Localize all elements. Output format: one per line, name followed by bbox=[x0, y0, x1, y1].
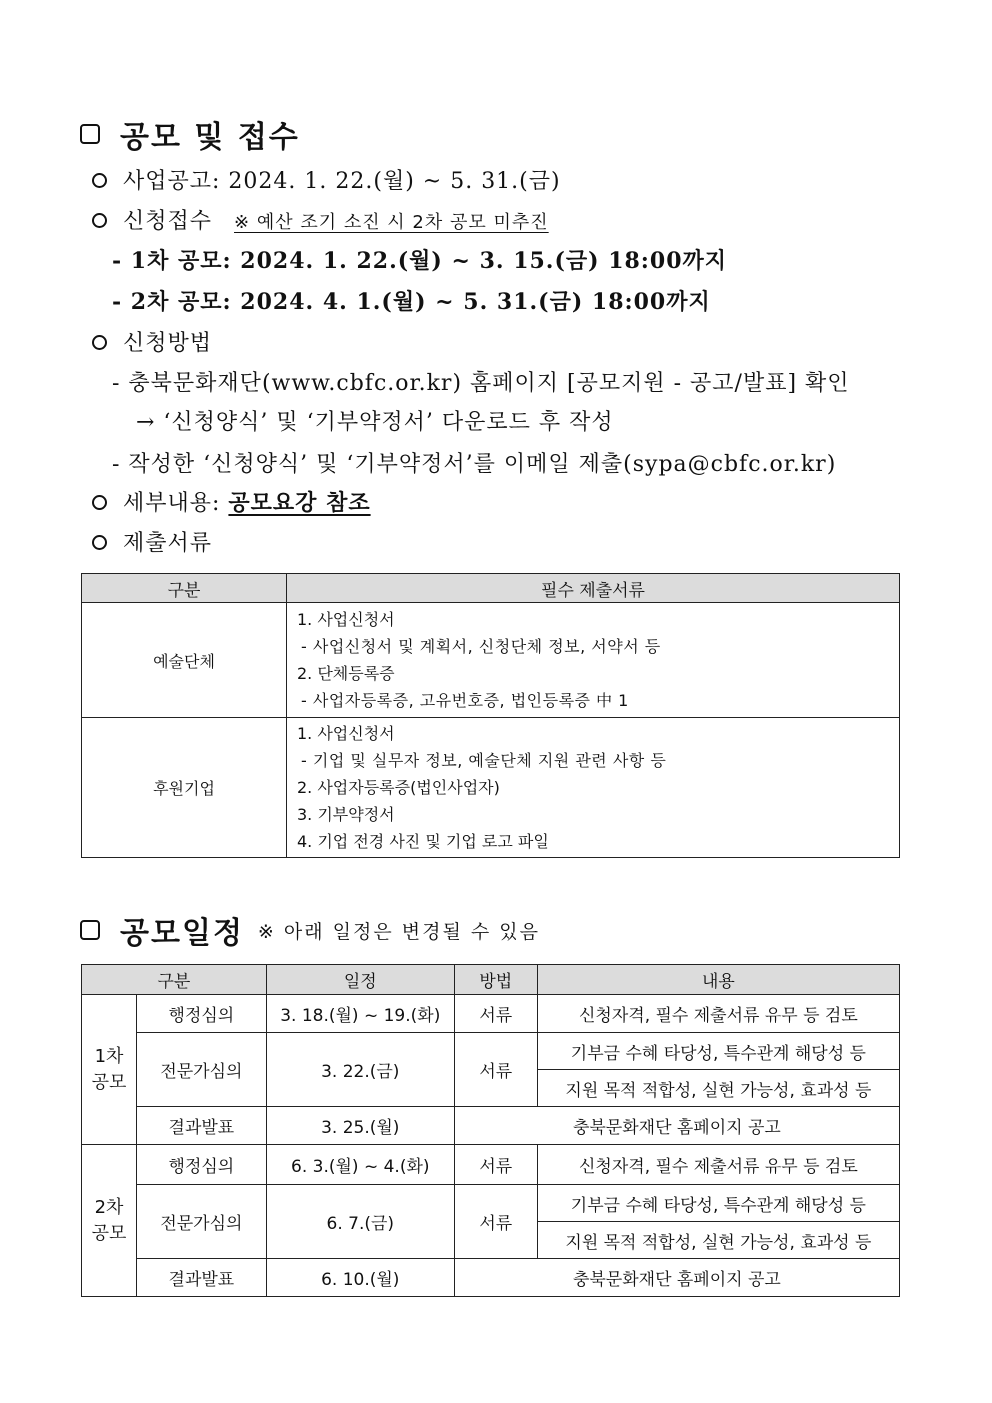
step: 결과발표 bbox=[137, 1107, 267, 1145]
section1-heading bbox=[80, 112, 300, 156]
section2-heading bbox=[80, 908, 540, 952]
date: 6. 3.(월) ~ 4.(화) bbox=[266, 1145, 454, 1185]
docs-table-header-row bbox=[82, 574, 900, 603]
method-line-1: - 충북문화재단(www.cbfc.or.kr) 홈페이지 [공모지원 - 공고/발표] 확인 bbox=[112, 371, 850, 396]
detail-value: 공모요강 참조 bbox=[228, 490, 371, 516]
method: 서류 bbox=[454, 1033, 537, 1107]
docs-category: 후원기업 bbox=[82, 718, 287, 858]
step: 전문가심의 bbox=[137, 1033, 267, 1107]
date: 6. 10.(월) bbox=[266, 1259, 454, 1297]
method: 서류 bbox=[454, 1185, 537, 1259]
step: 행정심의 bbox=[137, 995, 267, 1033]
table-row bbox=[82, 1145, 900, 1185]
phase-label: 2차 bbox=[94, 1196, 124, 1218]
circle-bullet-icon bbox=[92, 335, 107, 350]
circle-bullet-icon bbox=[92, 213, 107, 228]
step: 전문가심의 bbox=[137, 1185, 267, 1259]
docs-header-docs: 필수 제출서류 bbox=[287, 574, 900, 603]
docs-list bbox=[287, 718, 900, 858]
docs-item: 2. 단체등록증 bbox=[297, 664, 395, 683]
date: 6. 7.(금) bbox=[266, 1185, 454, 1259]
content: 지원 목적 적합성, 실현 가능성, 효과성 등 bbox=[537, 1222, 899, 1259]
square-bullet-icon bbox=[80, 124, 100, 144]
table-row bbox=[82, 1107, 900, 1145]
schedule-header-content: 내용 bbox=[537, 965, 899, 995]
table-row bbox=[82, 995, 900, 1033]
table-row bbox=[82, 603, 900, 718]
schedule-table bbox=[81, 964, 900, 1297]
content: 신청자격, 필수 제출서류 유무 등 검토 bbox=[537, 1145, 899, 1185]
content: 충북문화재단 홈페이지 공고 bbox=[454, 1107, 899, 1145]
phase-label: 공모 bbox=[91, 1071, 127, 1093]
method: 서류 bbox=[454, 1145, 537, 1185]
method-line-3: - 작성한 ‘신청양식’ 및 ‘기부약정서’를 이메일 제출(sypa@cbfc.or.kr) bbox=[112, 452, 837, 477]
date: 3. 25.(월) bbox=[266, 1107, 454, 1145]
phase-label: 1차 bbox=[94, 1045, 124, 1067]
docs-item: 2. 사업자등록증(법인사업자) bbox=[297, 778, 500, 797]
section1-title: 공모 및 접수 bbox=[120, 120, 300, 155]
detail-label: 세부내용: bbox=[123, 491, 221, 516]
content: 신청자격, 필수 제출서류 유무 등 검토 bbox=[537, 995, 899, 1033]
docs-subitem: - 사업신청서 및 계획서, 신청단체 정보, 서약서 등 bbox=[301, 637, 661, 656]
announce-text: 2024. 1. 22.(월) ~ 5. 31.(금) bbox=[228, 169, 561, 194]
round1-phase bbox=[82, 995, 137, 1145]
docs-category: 예술단체 bbox=[82, 603, 287, 718]
docs-item: 4. 기업 전경 사진 및 기업 로고 파일 bbox=[297, 832, 549, 851]
phase-label: 공모 bbox=[91, 1222, 127, 1244]
docs-subitem: - 기업 및 실무자 정보, 예술단체 지원 관련 사항 등 bbox=[301, 751, 667, 770]
content: 기부금 수혜 타당성, 특수관계 해당성 등 bbox=[537, 1033, 899, 1070]
table-row bbox=[82, 718, 900, 858]
docs-subitem: - 사업자등록증, 고유번호증, 법인등록증 中 1 bbox=[301, 691, 629, 710]
apply-label: 신청접수 bbox=[123, 209, 213, 234]
round2-line: - 2차 공모: 2024. 4. 1.(월) ~ 5. 31.(금) 18:00까지 bbox=[112, 289, 711, 315]
docs-list bbox=[287, 603, 900, 718]
schedule-header-row bbox=[82, 965, 900, 995]
schedule-header-method: 방법 bbox=[454, 965, 537, 995]
table-row bbox=[82, 1033, 900, 1070]
docs-item: 1. 사업신청서 bbox=[297, 610, 395, 629]
circle-bullet-icon bbox=[92, 173, 107, 188]
method-line bbox=[92, 326, 212, 357]
section2-title: 공모일정 bbox=[120, 916, 244, 951]
detail-line bbox=[92, 486, 371, 517]
apply-note: ※ 예산 조기 소진 시 2차 공모 미추진 bbox=[234, 212, 549, 233]
content: 지원 목적 적합성, 실현 가능성, 효과성 등 bbox=[537, 1070, 899, 1107]
docs-table bbox=[81, 573, 900, 858]
schedule-header-category: 구분 bbox=[82, 965, 267, 995]
step: 결과발표 bbox=[137, 1259, 267, 1297]
date: 3. 18.(월) ~ 19.(화) bbox=[266, 995, 454, 1033]
content: 충북문화재단 홈페이지 공고 bbox=[454, 1259, 899, 1297]
docs-item: 1. 사업신청서 bbox=[297, 724, 395, 743]
method: 서류 bbox=[454, 995, 537, 1033]
step: 행정심의 bbox=[137, 1145, 267, 1185]
circle-bullet-icon bbox=[92, 495, 107, 510]
docs-header-category: 구분 bbox=[82, 574, 287, 603]
section2-note: ※ 아래 일정은 변경될 수 있음 bbox=[257, 920, 540, 943]
content: 기부금 수혜 타당성, 특수관계 해당성 등 bbox=[537, 1185, 899, 1222]
date: 3. 22.(금) bbox=[266, 1033, 454, 1107]
schedule-header-date: 일정 bbox=[266, 965, 454, 995]
docs-label: 제출서류 bbox=[123, 531, 213, 556]
method-line-2: → ‘신청양식’ 및 ‘기부약정서’ 다운로드 후 작성 bbox=[136, 410, 614, 435]
round2-phase bbox=[82, 1145, 137, 1297]
round1-line: - 1차 공모: 2024. 1. 22.(월) ~ 3. 15.(금) 18:00까지 bbox=[112, 248, 728, 274]
docs-item: 3. 기부약정서 bbox=[297, 805, 395, 824]
docs-line bbox=[92, 526, 212, 557]
circle-bullet-icon bbox=[92, 535, 107, 550]
apply-line bbox=[92, 204, 549, 235]
announce-label: 사업공고: bbox=[123, 169, 221, 194]
table-row bbox=[82, 1185, 900, 1222]
announce-line bbox=[92, 164, 561, 195]
method-label: 신청방법 bbox=[123, 331, 213, 356]
square-bullet-icon bbox=[80, 920, 100, 940]
table-row bbox=[82, 1259, 900, 1297]
